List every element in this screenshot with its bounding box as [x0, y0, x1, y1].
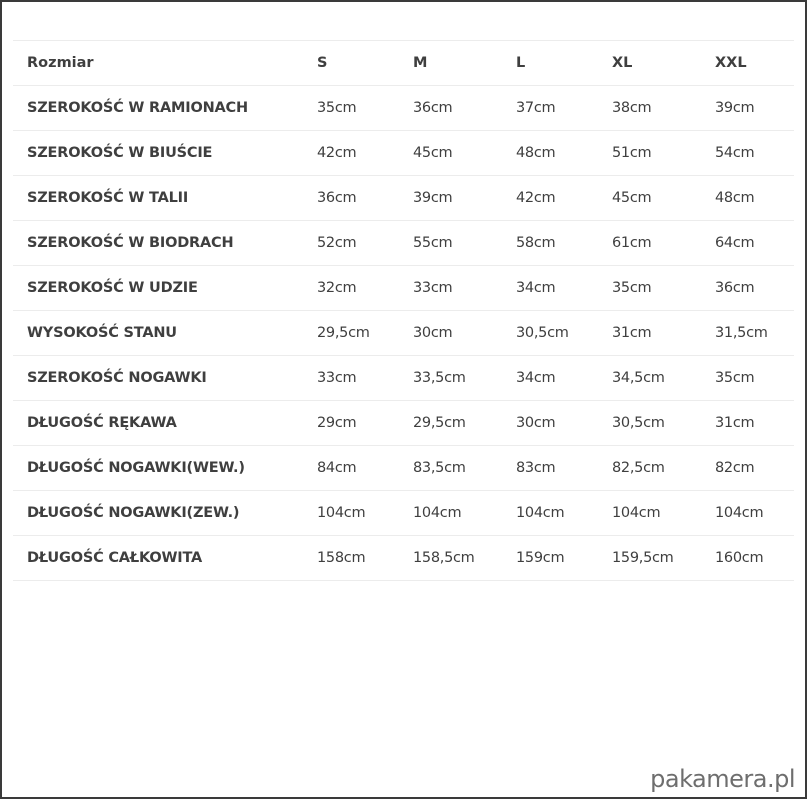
row-label: SZEROKOŚĆ W TALII: [27, 190, 189, 206]
table-cell: 36cm: [715, 280, 755, 296]
table-cell: 35cm: [317, 100, 357, 116]
row-label: SZEROKOŚĆ W BIUŚCIE: [27, 145, 213, 161]
header-size-l: L: [516, 55, 526, 71]
table-cell: 30cm: [413, 325, 453, 341]
size-table-container: [13, 40, 794, 581]
table-cell: 29cm: [317, 415, 357, 431]
table-cell: 104cm: [715, 505, 764, 521]
table-cell: 58cm: [516, 235, 556, 251]
table-row: [13, 176, 794, 221]
table-cell: 82,5cm: [612, 460, 665, 476]
table-cell: 51cm: [612, 145, 652, 161]
table-header-row: [13, 41, 794, 86]
table-cell: 30,5cm: [516, 325, 569, 341]
table-cell: 33cm: [413, 280, 453, 296]
table-row: [13, 356, 794, 401]
table-cell: 29,5cm: [317, 325, 370, 341]
table-cell: 36cm: [413, 100, 453, 116]
table-cell: 42cm: [516, 190, 556, 206]
table-cell: 33,5cm: [413, 370, 466, 386]
table-cell: 104cm: [317, 505, 366, 521]
row-label: DŁUGOŚĆ NOGAWKI(WEW.): [27, 460, 245, 476]
table-cell: 83cm: [516, 460, 556, 476]
table-cell: 104cm: [516, 505, 565, 521]
header-size-m: M: [413, 55, 428, 71]
table-cell: 104cm: [413, 505, 462, 521]
table-cell: 31cm: [612, 325, 652, 341]
row-label: WYSOKOŚĆ STANU: [27, 325, 177, 341]
table-cell: 39cm: [413, 190, 453, 206]
table-cell: 48cm: [715, 190, 755, 206]
row-label: SZEROKOŚĆ W UDZIE: [27, 280, 198, 296]
table-cell: 45cm: [413, 145, 453, 161]
table-cell: 35cm: [612, 280, 652, 296]
table-cell: 55cm: [413, 235, 453, 251]
table-cell: 84cm: [317, 460, 357, 476]
table-cell: 83,5cm: [413, 460, 466, 476]
table-cell: 29,5cm: [413, 415, 466, 431]
table-row: [13, 86, 794, 131]
table-cell: 36cm: [317, 190, 357, 206]
header-size-s: S: [317, 55, 328, 71]
table-cell: 31,5cm: [715, 325, 768, 341]
table-row: [13, 446, 794, 491]
table-cell: 45cm: [612, 190, 652, 206]
table-cell: 39cm: [715, 100, 755, 116]
table-cell: 52cm: [317, 235, 357, 251]
table-cell: 30cm: [516, 415, 556, 431]
table-cell: 37cm: [516, 100, 556, 116]
table-cell: 158,5cm: [413, 550, 475, 566]
table-cell: 32cm: [317, 280, 357, 296]
table-row: [13, 266, 794, 311]
row-label: DŁUGOŚĆ RĘKAWA: [27, 415, 177, 431]
table-cell: 35cm: [715, 370, 755, 386]
header-size-xxl: XXL: [715, 55, 747, 71]
watermark-logo: pakamera.pl: [650, 765, 795, 793]
table-cell: 64cm: [715, 235, 755, 251]
table-cell: 158cm: [317, 550, 366, 566]
table-cell: 104cm: [612, 505, 661, 521]
table-row: [13, 401, 794, 446]
table-cell: 38cm: [612, 100, 652, 116]
table-cell: 31cm: [715, 415, 755, 431]
row-label: SZEROKOŚĆ W RAMIONACH: [27, 100, 248, 116]
table-cell: 48cm: [516, 145, 556, 161]
table-cell: 54cm: [715, 145, 755, 161]
table-row: [13, 491, 794, 536]
row-label: SZEROKOŚĆ W BIODRACH: [27, 235, 234, 251]
row-label: SZEROKOŚĆ NOGAWKI: [27, 370, 207, 386]
table-cell: 34cm: [516, 280, 556, 296]
table-cell: 42cm: [317, 145, 357, 161]
row-label: DŁUGOŚĆ NOGAWKI(ZEW.): [27, 505, 240, 521]
table-cell: 34,5cm: [612, 370, 665, 386]
table-cell: 160cm: [715, 550, 764, 566]
table-cell: 82cm: [715, 460, 755, 476]
header-size-label: Rozmiar: [27, 55, 94, 71]
header-size-xl: XL: [612, 55, 633, 71]
table-cell: 159cm: [516, 550, 565, 566]
size-table: [13, 40, 794, 581]
table-row: [13, 221, 794, 266]
table-cell: 61cm: [612, 235, 652, 251]
table-row: [13, 536, 794, 581]
table-cell: 30,5cm: [612, 415, 665, 431]
row-label: DŁUGOŚĆ CAŁKOWITA: [27, 550, 203, 566]
table-row: [13, 311, 794, 356]
table-row: [13, 131, 794, 176]
table-cell: 34cm: [516, 370, 556, 386]
table-cell: 33cm: [317, 370, 357, 386]
table-cell: 159,5cm: [612, 550, 674, 566]
